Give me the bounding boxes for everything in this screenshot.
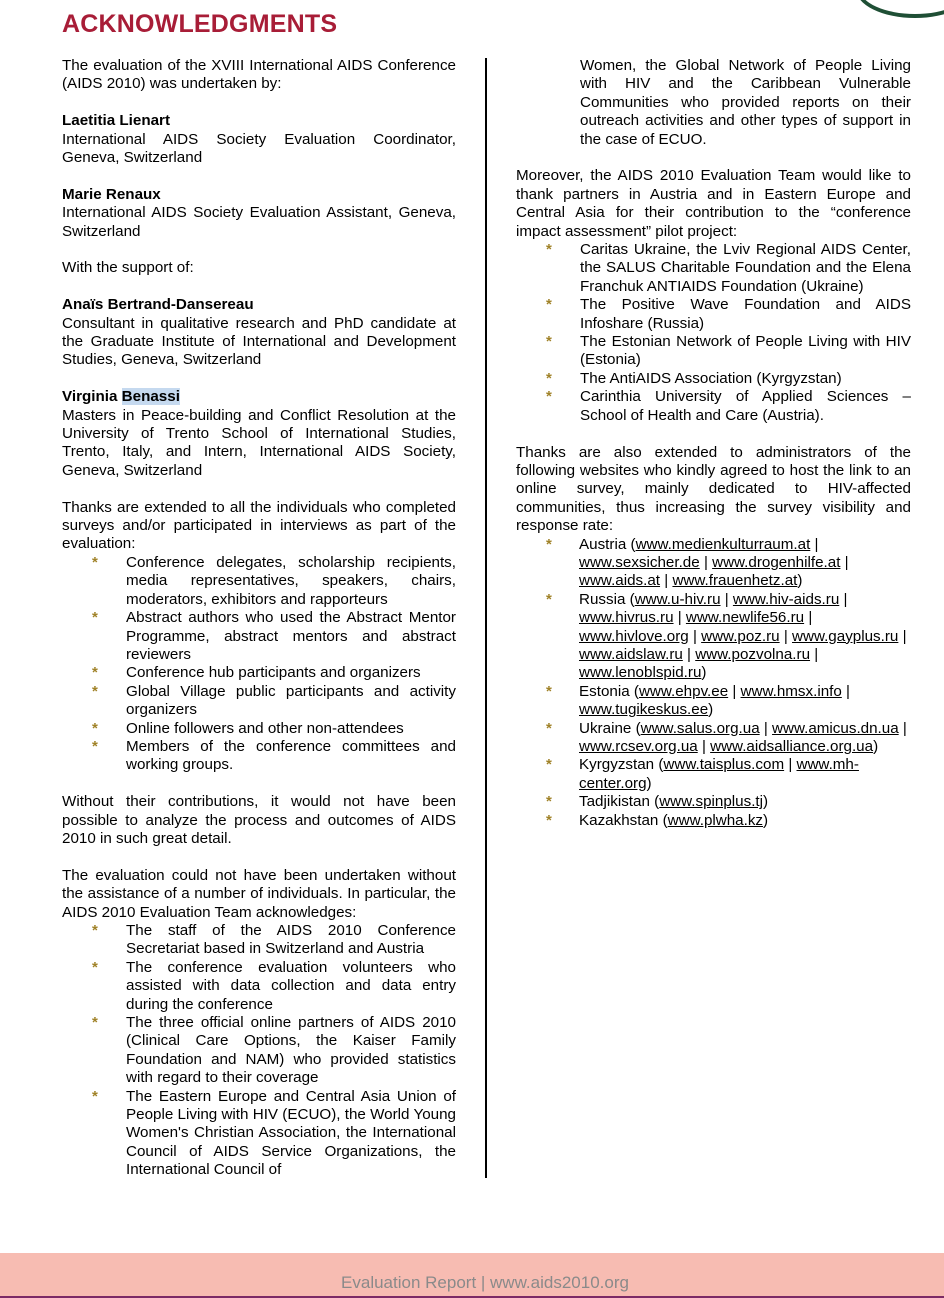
list-item: * Conference delegates, scholarship recipients, media representatives, speakers, chairs, moderators, exhibitors and rapporteurs [92, 553, 456, 608]
supporter-name: Anaïs Bertrand-Dansereau [62, 296, 254, 314]
website-link[interactable]: www.lenoblspid.ru [579, 664, 702, 682]
star-bullet-icon: * [546, 241, 552, 259]
website-link[interactable]: www.frauenhetz.at [672, 572, 798, 590]
website-link[interactable]: www.aidslaw.ru [579, 645, 683, 663]
website-link[interactable]: www.hivlove.org [579, 627, 689, 645]
list-item: * The Positive Wave Foundation and AIDS Infoshare (Russia) [546, 296, 911, 332]
website-country-item: * Estonia (www.ehpv.ee | www.hmsx.info | www.tugikeskus.ee) [546, 682, 850, 719]
list-item: * Conference hub participants and organizers [92, 664, 421, 682]
supporter-name [62, 388, 456, 406]
website-link[interactable]: www.mh-center.org [579, 756, 859, 792]
list-item: * The staff of the AIDS 2010 Conference Secretariat based in Switzerland and Austria [92, 921, 456, 958]
website-link[interactable]: www.sexsicher.de [579, 553, 700, 571]
star-bullet-icon: * [546, 333, 552, 351]
list-item: * The Estonian Network of People Living with HIV (Estonia) [546, 333, 911, 369]
star-bullet-icon: * [92, 921, 98, 939]
website-link[interactable]: www.salus.org.ua [640, 719, 760, 737]
person-name: Laetitia Lienart [62, 112, 171, 130]
list-item: * Global Village public participants and activity organizers [92, 682, 456, 719]
star-bullet-icon: * [546, 388, 552, 406]
person-role: International AIDS Society Evaluation Coordinator, Geneva, Switzerland [62, 130, 456, 167]
website-link[interactable]: www.taisplus.com [663, 756, 785, 774]
website-country-item: * Tadjikistan (www.spinplus.tj) [546, 793, 769, 811]
web-intro: Thanks are also extended to administrators of the following websites who kindly agreed to host the link to an online survey, mainly dedicated to HIV-affected communities, thus increasing the survey visibility and response rate: [516, 443, 911, 535]
pilot-list [516, 241, 911, 425]
star-bullet-icon: * [546, 535, 552, 553]
list-item: * The AntiAIDS Association (Kyrgyzstan) [546, 369, 842, 387]
without-paragraph: Without their contributions, it would not have been possible to analyze the process and outcomes of AIDS 2010 in such great detail. [62, 793, 456, 847]
star-bullet-icon: * [92, 1087, 98, 1105]
assist-intro: The evaluation could not have been undertaken without the assistance of a number of individuals. In particular, the AIDS 2010 Evaluation Team acknowledges: [62, 866, 456, 921]
website-link[interactable]: www.hiv-aids.ru [732, 590, 840, 608]
website-link[interactable]: www.medienkulturraum.at [635, 535, 811, 553]
column-divider [485, 58, 487, 1178]
website-link[interactable]: www.rcsev.org.ua [579, 738, 698, 755]
left-column [62, 57, 456, 1180]
intro-paragraph: The evaluation of the XVIII International AIDS Conference (AIDS 2010) was undertaken by: [62, 57, 456, 93]
person-name: Marie Renaux [62, 185, 161, 203]
supporter-role: Consultant in qualitative research and PhD candidate at the Graduate Institute of International and Development Studies, Geneva, Switzerland [62, 314, 456, 369]
moreover-paragraph: Moreover, the AIDS 2010 Evaluation Team would like to thank partners in Austria and in Eastern Europe and Central Asia for their contribution to the “conference impact assessment” pilot project: [516, 167, 911, 240]
star-bullet-icon: * [546, 756, 552, 774]
website-link[interactable]: www.tugikeskus.ee [579, 701, 709, 719]
website-country-item: * Russia (www.u-hiv.ru | www.hiv-aids.ru | www.hivrus.ru | www.newlife56.ru | www.hivlove.org | www.poz.ru | www.gayplus.ru | www.aidslaw.ru | www.pozvolna.ru | www.lenoblspid.ru) [546, 590, 907, 682]
assist-list [62, 922, 456, 1180]
star-bullet-icon: * [546, 590, 552, 608]
website-country-item: * Kazakhstan (www.plwha.kz) [546, 811, 769, 829]
list-item: * Carinthia University of Applied Sciences – School of Health and Care (Austria). [546, 388, 911, 424]
website-country-item: * Austria (www.medienkulturraum.at | www.sexsicher.de | www.drogenhilfe.at | www.aids.at | www.frauenhetz.at) [546, 535, 849, 590]
website-link[interactable]: www.amicus.dn.ua [772, 719, 899, 737]
star-bullet-icon: * [92, 553, 98, 571]
star-bullet-icon: * [92, 1014, 98, 1031]
star-bullet-icon: * [92, 609, 98, 627]
list-item: * Members of the conference committees and working groups. [92, 737, 456, 774]
supporter-block [62, 296, 456, 370]
website-link[interactable]: www.gayplus.ru [792, 627, 899, 645]
list-item: * The Eastern Europe and Central Asia Union of People Living with HIV (ECUO), the World Young Women's Christian Association, the International Council of AIDS Service Organizations, the International Council of [92, 1087, 456, 1179]
star-bullet-icon: * [546, 719, 552, 737]
website-link[interactable]: www.drogenhilfe.at [712, 553, 841, 571]
website-link[interactable]: www.poz.ru [701, 627, 780, 645]
star-bullet-icon: * [546, 793, 552, 811]
star-bullet-icon: * [546, 811, 552, 829]
right-column [516, 57, 911, 830]
star-bullet-icon: * [92, 719, 98, 737]
footer-text: Evaluation Report | www.aids2010.org [341, 1273, 629, 1292]
star-bullet-icon: * [546, 369, 552, 387]
website-country-item: * Ukraine (www.salus.org.ua | www.amicus.dn.ua | www.rcsev.org.ua | www.aidsalliance.org.ua) [546, 719, 907, 755]
website-country-item: * Kyrgyzstan (www.taisplus.com | www.mh-center.org) [546, 756, 859, 792]
supporter-block [62, 388, 456, 480]
person-role: International AIDS Society Evaluation Assistant, Geneva, Switzerland [62, 204, 456, 240]
thanks-intro: Thanks are extended to all the individuals who completed surveys and/or participated in interviews as part of the evaluation: [62, 498, 456, 553]
website-link[interactable]: www.plwha.kz [667, 811, 764, 829]
website-link[interactable]: www.u-hiv.ru [634, 590, 721, 608]
star-bullet-icon: * [546, 682, 552, 700]
page-title: ACKNOWLEDGMENTS [62, 10, 338, 38]
list-item: * The three official online partners of AIDS 2010 (Clinical Care Options, the Kaiser Family Foundation and NAM) who provided statistics with regard to their coverage [92, 1014, 456, 1087]
star-bullet-icon: * [92, 737, 98, 755]
continued-list-item: Women, the Global Network of People Living with HIV and the Caribbean Vulnerable Communities who provided reports on their outreach activities and other types of support in the case of ECUO. [580, 57, 911, 148]
highlighted-text[interactable]: Benassi [121, 388, 180, 406]
star-bullet-icon: * [92, 664, 98, 682]
corner-decoration [856, 0, 944, 18]
person-block [62, 186, 456, 241]
website-link[interactable]: www.newlife56.ru [685, 609, 805, 627]
star-bullet-icon: * [92, 958, 98, 976]
thanks-list [62, 554, 456, 775]
list-item: * Abstract authors who used the Abstract Mentor Programme, abstract mentors and abstract reviewers [92, 609, 456, 663]
list-item: * Caritas Ukraine, the Lviv Regional AIDS Center, the SALUS Charitable Foundation and the Elena Franchuk ANTIAIDS Foundation (Ukraine) [546, 241, 911, 295]
star-bullet-icon: * [92, 682, 98, 700]
supporter-role: Masters in Peace-building and Conflict Resolution at the University of Trento School of International Studies, Trento, Italy, and Intern, International AIDS Society, Geneva, Switzerland [62, 406, 456, 479]
supporter-first-name: Virginia [62, 388, 118, 406]
website-link[interactable]: www.pozvolna.ru [695, 645, 811, 663]
website-link[interactable]: www.aidsalliance.org.ua [710, 738, 874, 755]
website-link[interactable]: www.ehpv.ee [638, 682, 729, 700]
person-block [62, 112, 456, 167]
support-label: With the support of: [62, 259, 194, 277]
website-link[interactable]: www.hmsx.info [740, 682, 842, 700]
website-link[interactable]: www.spinplus.tj [659, 793, 764, 811]
website-link[interactable]: www.hivrus.ru [579, 609, 674, 627]
star-bullet-icon: * [546, 296, 552, 314]
website-list [516, 536, 911, 831]
website-link[interactable]: www.aids.at [579, 572, 661, 590]
list-item: * The conference evaluation volunteers who assisted with data collection and data entry during the conference [92, 958, 456, 1013]
list-item: * Online followers and other non-attendees [92, 719, 404, 737]
